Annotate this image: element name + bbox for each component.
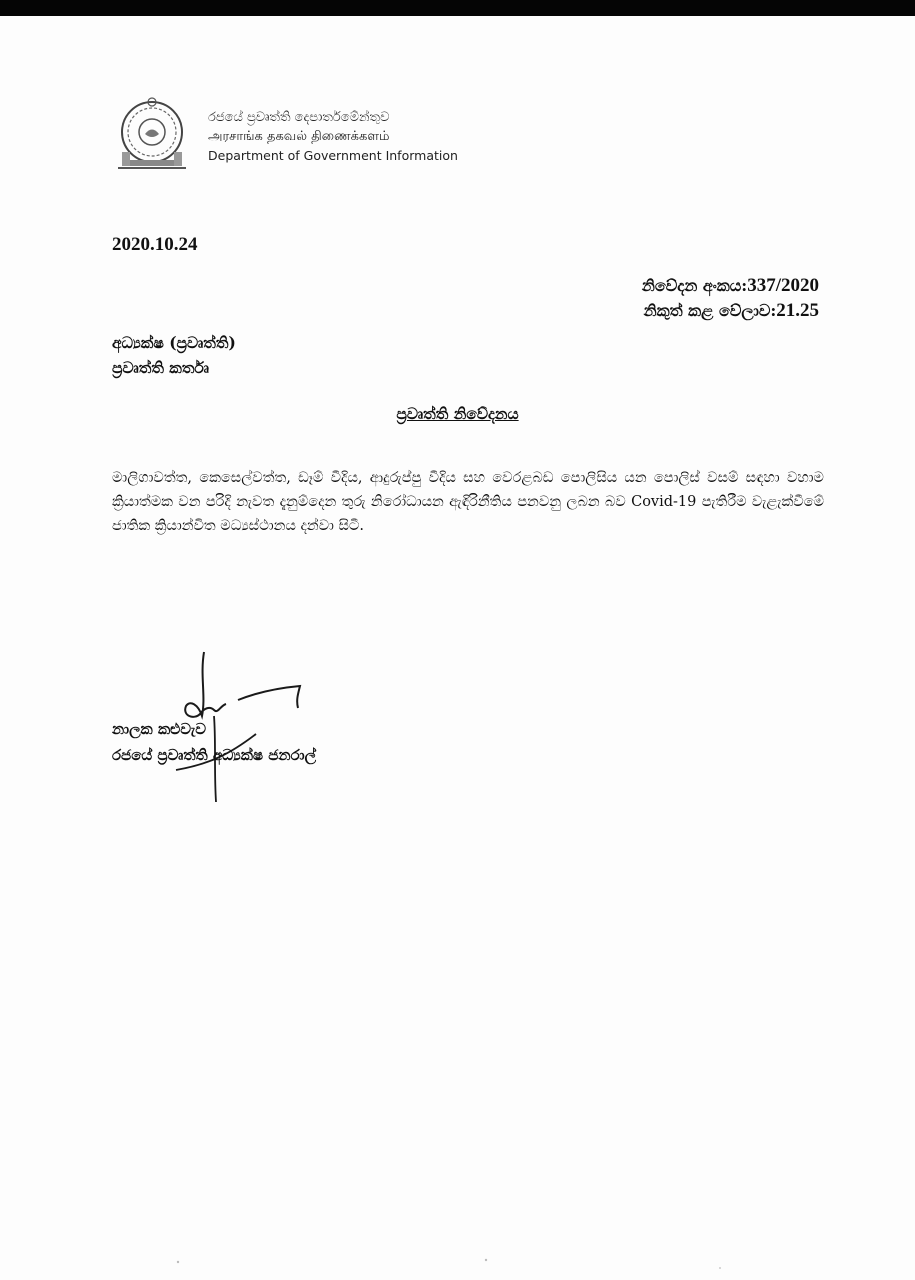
department-names (208, 108, 508, 165)
letterhead (112, 86, 512, 196)
notice-number-line (642, 273, 819, 298)
national-emblem-icon (112, 94, 196, 174)
notice-body: මාලිගාවත්ත, කෙසෙල්වත්ත, ඩෑම් වීදිය, ආදුරුප්පු වීදිය සහ වෙරළබඩ පොලිසිය යන පොලිස් වසම් සඳහා වහාම ක්‍රියාත්මක වන පරිදි නැවත දැනුම්දෙන තුරු නිරෝධායන ඇඳිරිනීතිය පනවනු ලබන බව Covid-19 පැතිරීම වැළැක්වීමේ ජාතික ක්‍රියාන්විත මධ්‍යස්ථානය දන්වා සිටී. (112, 470, 824, 534)
signatory-block (112, 716, 316, 768)
signatory-title: රජයේ ප්‍රවෘත්ති අධ්‍යක්ෂ ජනරාල් (112, 746, 317, 764)
signatory-name: නාලක කළුවැව (112, 720, 207, 738)
top-black-bar (0, 0, 915, 16)
document-date: 2020.10.24 (112, 234, 198, 255)
release-time: 21.25 (776, 300, 819, 321)
department-name-english: Department of Government Information (208, 148, 458, 163)
department-name-sinhala: රජයේ ප්‍රවෘත්ති දෙපාර්තමේන්තුව (208, 110, 390, 125)
notice-number-label: නිවේදන අංකය: (641, 276, 748, 295)
page-title: ප්‍රවෘත්ති නිවේදනය (396, 404, 519, 423)
addressee-line-2: ප්‍රවෘත්ති කර්තෘ (112, 358, 209, 377)
release-time-line (642, 298, 819, 323)
notice-number: 337/2020 (747, 275, 819, 296)
department-name-tamil: அரசாங்க தகவல் திணைக்களம் (208, 129, 390, 144)
document-page (0, 16, 915, 1280)
release-time-label: නිකුත් කළ වේලාව: (643, 301, 777, 320)
reference-block (642, 273, 819, 323)
addressee-block (112, 330, 236, 380)
scan-specks (0, 1246, 915, 1280)
addressee-line-1: අධ්‍යක්ෂ (ප්‍රවෘත්ති) (112, 333, 236, 352)
